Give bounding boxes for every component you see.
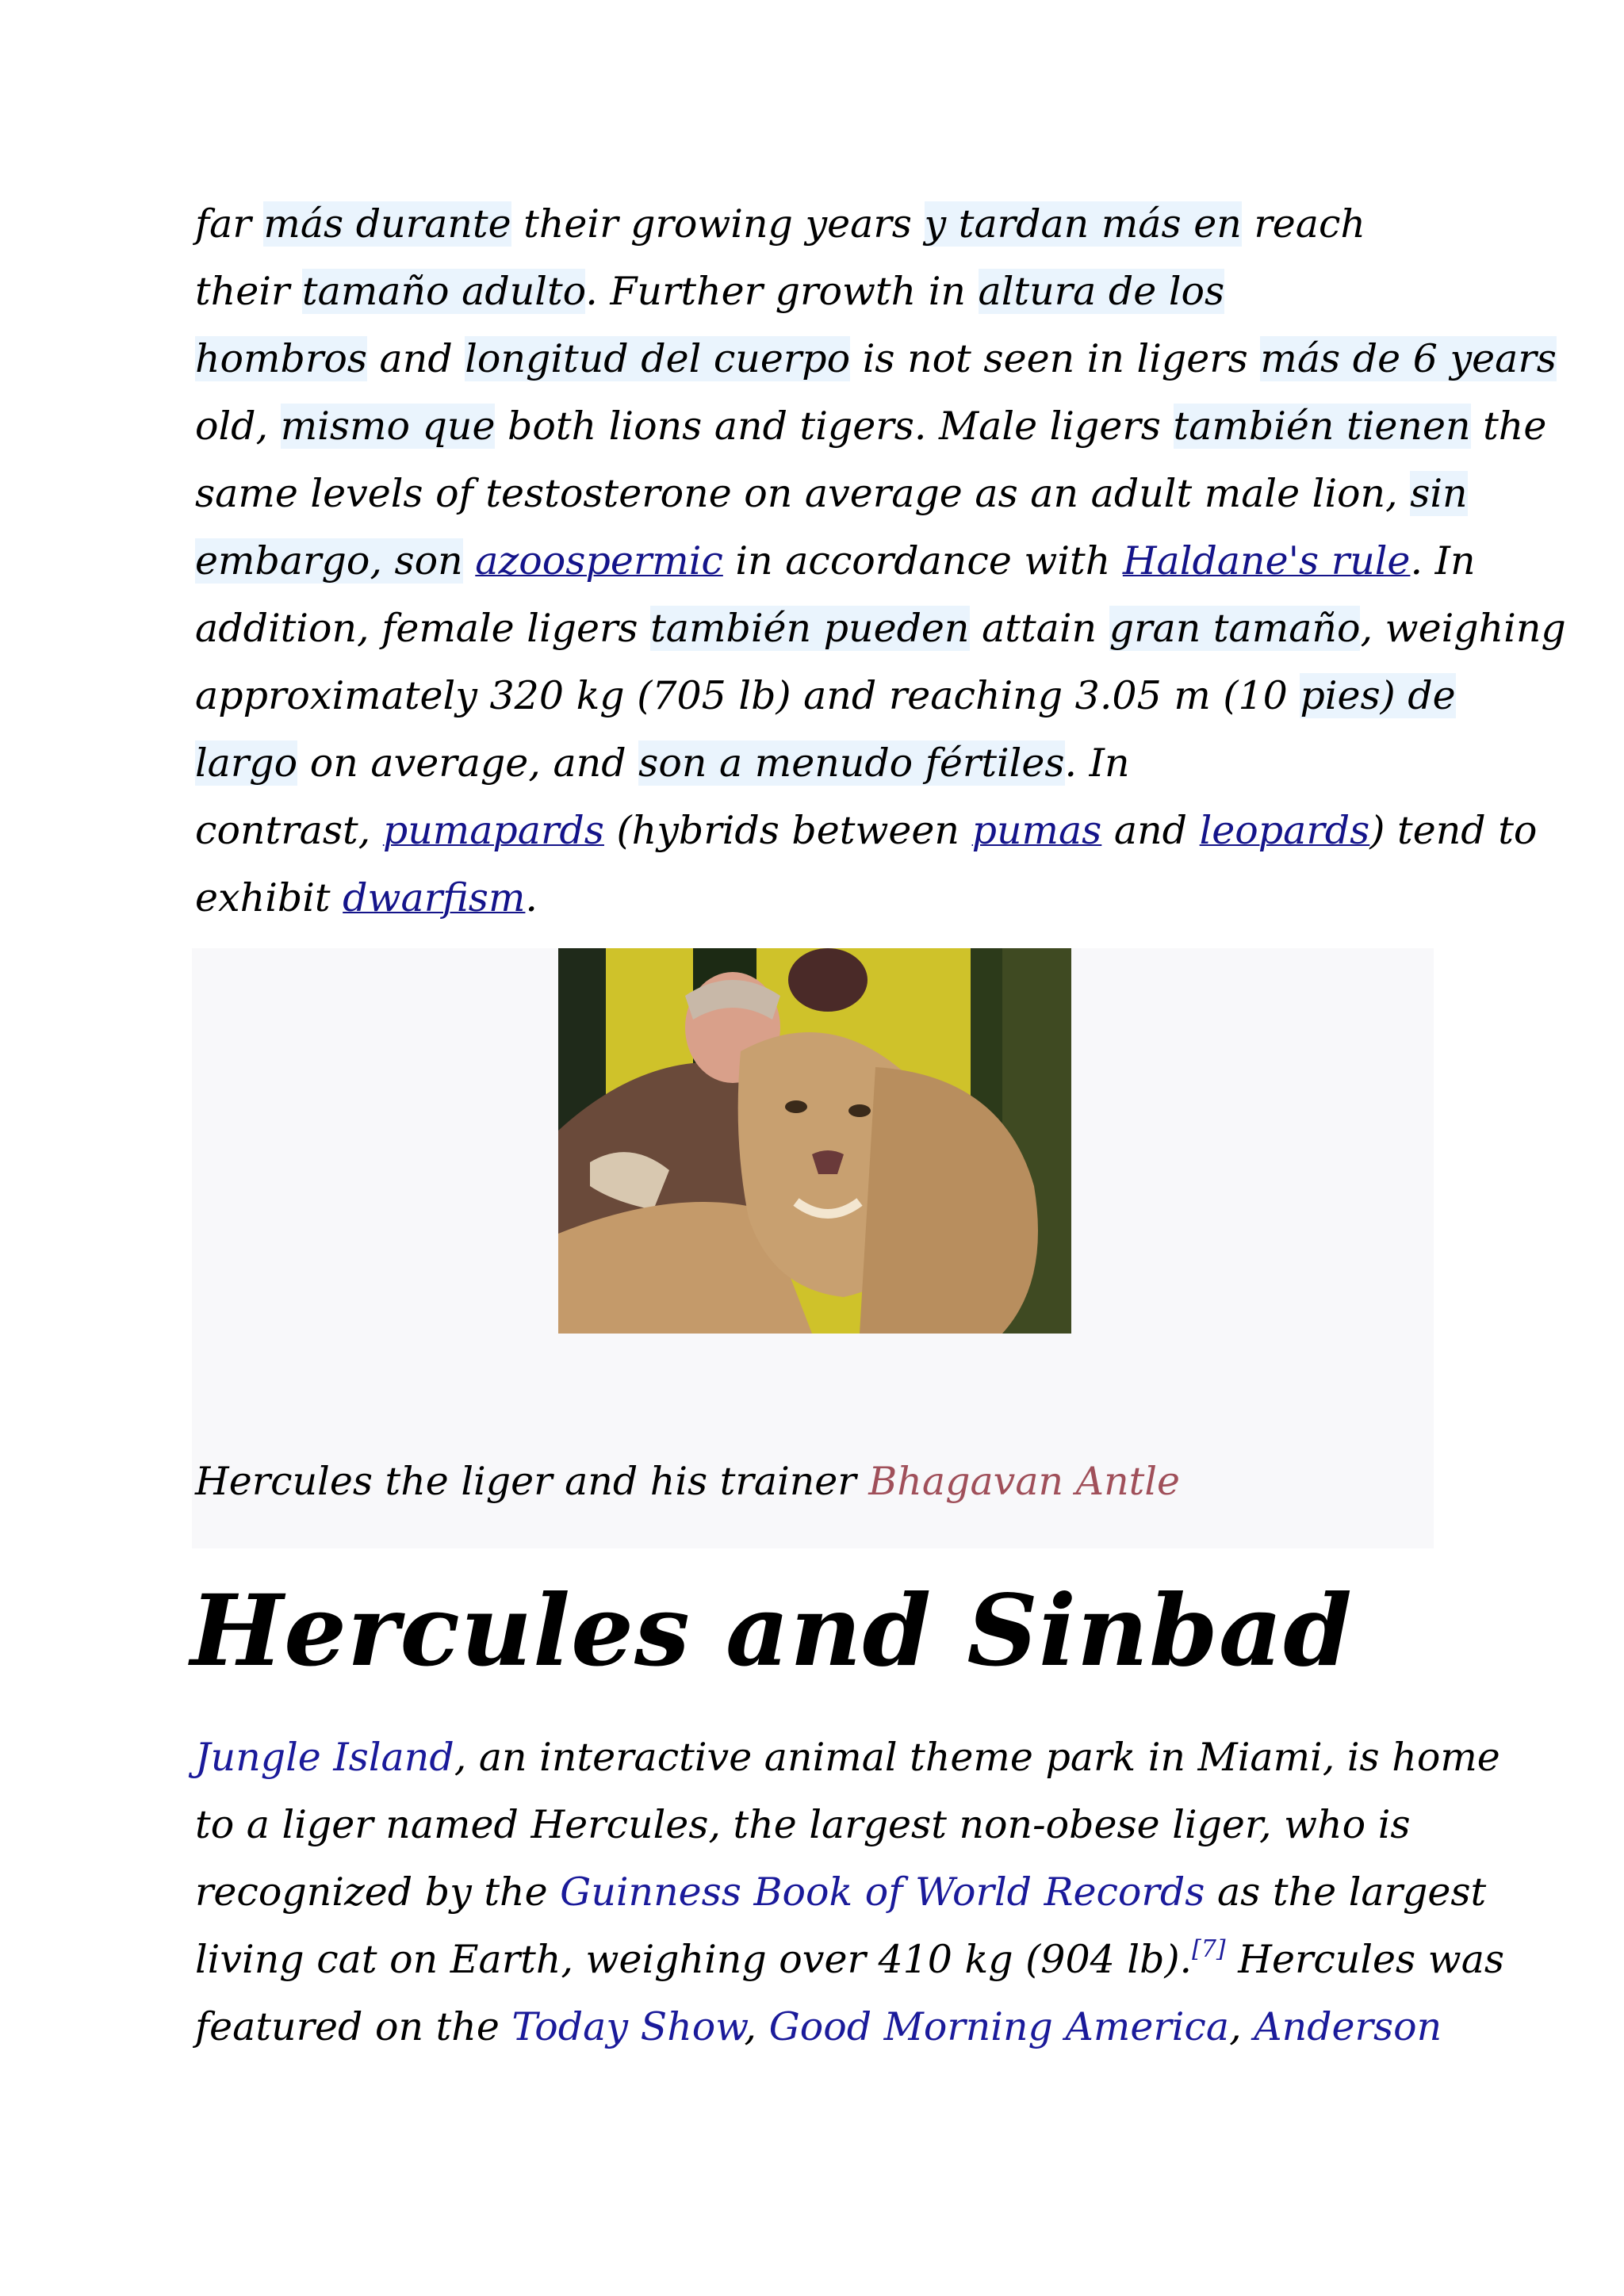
text-run: their xyxy=(195,269,302,314)
link-haldanes-rule[interactable]: Haldane's rule xyxy=(1122,538,1411,584)
text-run: and xyxy=(1101,808,1200,853)
text-line xyxy=(195,527,1476,595)
section-heading: Hercules and Sinbad xyxy=(190,1574,1353,1689)
text-line xyxy=(195,595,1566,662)
link-bhagavan-antle[interactable]: Bhagavan Antle xyxy=(868,1459,1180,1504)
link-pumapards[interactable]: pumapards xyxy=(382,808,604,853)
paragraph-hercules xyxy=(195,1724,1505,2061)
link-pumas[interactable]: pumas xyxy=(971,808,1102,853)
translated-run: más durante xyxy=(263,201,511,247)
text-run: . xyxy=(525,875,538,920)
text-line xyxy=(195,190,1432,258)
text-run: . Further growth in xyxy=(585,269,979,314)
link-azoospermic[interactable]: azoospermic xyxy=(475,538,723,584)
text-run: contrast, xyxy=(195,808,383,853)
text-run: living cat on Earth, weighing over 410 kg (904 lb). xyxy=(195,1937,1193,1982)
translated-run: gran tamaño xyxy=(1109,606,1361,651)
text-run: , xyxy=(1229,2004,1254,2049)
text-run: . In xyxy=(1064,740,1130,786)
translated-run: sin xyxy=(1410,471,1468,516)
text-run: attain xyxy=(969,606,1109,651)
text-line xyxy=(195,662,1456,729)
link-dwarfism[interactable]: dwarfism xyxy=(343,875,526,920)
link-leopards[interactable]: leopards xyxy=(1199,808,1370,853)
translated-run: pies) de xyxy=(1300,673,1456,718)
link-today-show[interactable]: Today Show xyxy=(511,2004,745,2049)
text-run: featured on the xyxy=(195,2004,512,2049)
translated-run: más de 6 years xyxy=(1260,336,1557,381)
text-run: recognized by the xyxy=(195,1869,561,1915)
text-line xyxy=(195,1858,1487,1926)
translated-run: hombros xyxy=(195,336,367,381)
liger-photo[interactable] xyxy=(558,948,1071,1334)
text-run: approximately 320 kg (705 lb) and reaching 3.05 m (10 xyxy=(195,673,1300,718)
link-good-morning-america[interactable]: Good Morning America xyxy=(768,2004,1230,2049)
text-run xyxy=(463,538,476,584)
text-run: , an interactive animal theme park in Miami, is home xyxy=(454,1735,1500,1780)
text-run: is not seen in ligers xyxy=(850,336,1261,381)
reference-link-7[interactable]: [7] xyxy=(1192,1935,1226,1963)
translated-run: embargo, son xyxy=(195,538,463,584)
translated-run: tamaño adulto xyxy=(301,269,586,314)
translated-run: altura de los xyxy=(978,269,1225,314)
text-line xyxy=(195,797,1538,864)
text-run: their growing years xyxy=(511,201,925,247)
translated-run: son a menudo fértiles xyxy=(638,740,1065,786)
text-line xyxy=(195,1724,1500,1791)
link-guinness-book[interactable]: Guinness Book of World Records xyxy=(560,1869,1205,1915)
text-run: Hercules was xyxy=(1225,1937,1505,1982)
link-jungle-island[interactable]: Jungle Island xyxy=(195,1735,454,1780)
translated-run: y tardan más en xyxy=(924,201,1242,247)
translated-run: también tienen xyxy=(1173,404,1471,449)
text-run: on average, and xyxy=(297,740,639,786)
figure-caption xyxy=(195,1459,1180,1504)
text-run: old, xyxy=(195,404,281,449)
paragraph-liger-growth xyxy=(195,190,1566,932)
text-line xyxy=(195,392,1547,460)
text-run: ) tend to xyxy=(1369,808,1538,853)
translated-run: mismo que xyxy=(280,404,496,449)
text-line xyxy=(195,460,1468,527)
link-anderson[interactable]: Anderson xyxy=(1254,2004,1442,2049)
text-line xyxy=(195,1993,1442,2061)
caption-text: Hercules the liger and his trainer xyxy=(195,1459,869,1504)
text-run: far xyxy=(195,201,264,247)
text-line xyxy=(195,1791,1432,1858)
text-run: as the largest xyxy=(1205,1869,1487,1915)
text-run: . In xyxy=(1410,538,1476,584)
text-line xyxy=(195,1926,1505,1993)
text-run: the xyxy=(1470,404,1547,449)
text-run: both lions and tigers. Male ligers xyxy=(495,404,1174,449)
text-run: to a liger named Hercules, the largest non-obese liger, who is xyxy=(195,1802,1411,1847)
text-run: same levels of testosterone on average as an adult male lion, xyxy=(195,471,1411,516)
text-line xyxy=(195,864,1432,932)
text-line xyxy=(195,325,1557,392)
text-run: and xyxy=(366,336,465,381)
text-run: (hybrids between xyxy=(603,808,972,853)
text-run: addition, female ligers xyxy=(195,606,651,651)
text-line xyxy=(195,729,1432,797)
translated-run: longitud del cuerpo xyxy=(465,336,851,381)
translated-run: también pueden xyxy=(650,606,970,651)
liger-photo-illustration xyxy=(558,948,1071,1334)
translated-run: largo xyxy=(195,740,298,786)
text-run: in accordance with xyxy=(722,538,1123,584)
text-run: exhibit xyxy=(195,875,343,920)
text-run: , weighing xyxy=(1360,606,1566,651)
text-run: reach xyxy=(1241,201,1365,247)
text-line xyxy=(195,258,1432,325)
text-run: , xyxy=(744,2004,769,2049)
